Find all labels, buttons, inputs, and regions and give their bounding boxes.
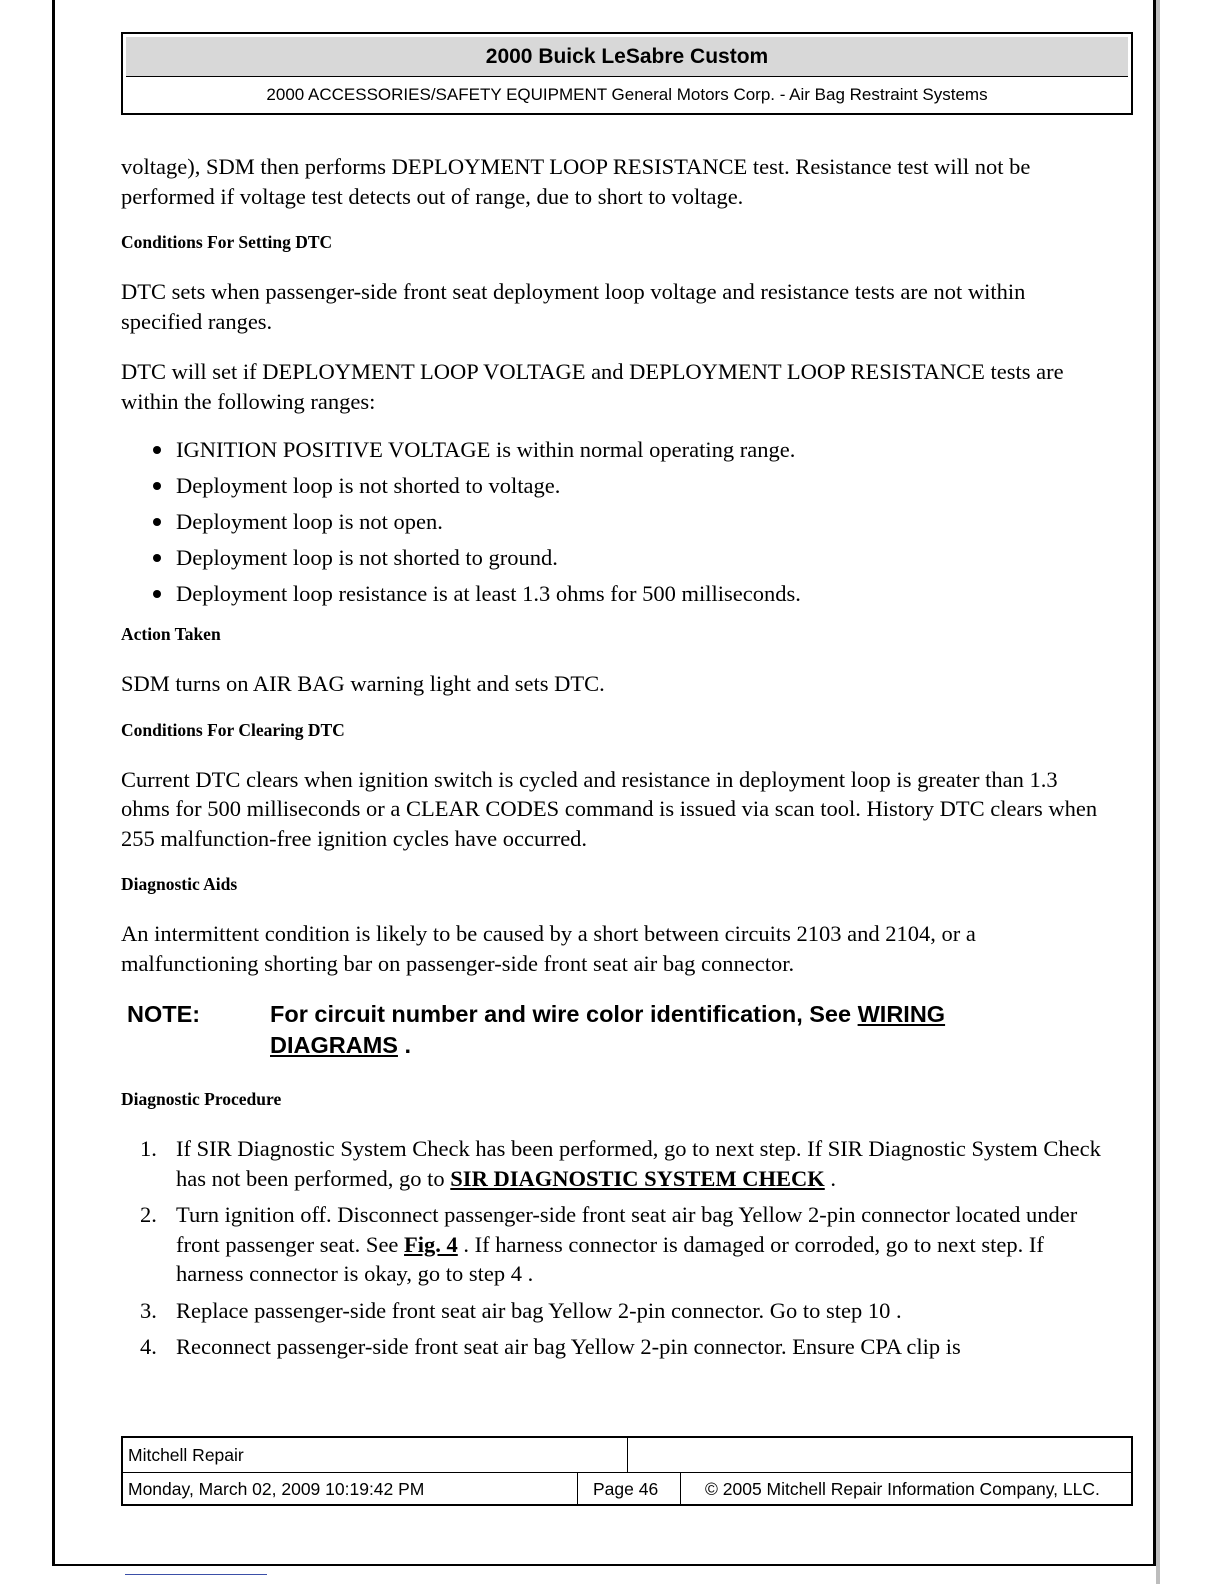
- wiring-diagrams-link[interactable]: WIRING DIAGRAMS: [270, 1001, 946, 1058]
- procedure-step-3: 3. Replace passenger-side front seat air bag Yellow 2-pin connector. Go to step 10 .: [140, 1297, 902, 1323]
- procedure-step-4: 4. Reconnect passenger-side front seat air bag Yellow 2-pin connector. Ensure CPA clip is: [140, 1334, 961, 1359]
- diagnostic-aids-paragraph: An intermittent condition is likely to be caused by a short between circuits 2103 and 2104, or a malfunctioning shorting bar on passenger-side front seat air bag connector.: [121, 921, 976, 976]
- conditions-clearing-paragraph: Current DTC clears when ignition switch is cycled and resistance in deployment loop is greater than 1.3 ohms for 500 milliseconds or a CLEAR CODES command is issued via scan tool. History DTC clears when 255 malfunction-free ignition cycles have occurred.: [121, 766, 1098, 851]
- heading-conditions-clearing: Conditions For Clearing DTC: [121, 719, 345, 740]
- document-footer: [121, 1436, 1133, 1506]
- action-taken-paragraph: SDM turns on AIR BAG warning light and sets DTC.: [121, 671, 605, 696]
- bullet-icon: [153, 482, 161, 490]
- procedure-steps: [121, 1134, 1111, 1362]
- intro-paragraph: voltage), SDM then performs DEPLOYMENT LOOP RESISTANCE test. Resistance test will not be performed if voltage test detects out of range, due to short to voltage.: [121, 154, 1031, 209]
- procedure-step-1: 1. If SIR Diagnostic System Check has been performed, go to next step. If SIR Diagnostic System Check has not been performed, go to SIR DIAGNOSTIC SYSTEM CHECK .: [140, 1136, 1101, 1191]
- list-item: Deployment loop is not shorted to ground.: [121, 543, 1111, 572]
- footer-row-source: [123, 1438, 1131, 1473]
- document-header: [121, 32, 1133, 115]
- conditions-setting-paragraph-1: DTC sets when passenger-side front seat deployment loop voltage and resistance tests are not within specified ranges.: [121, 279, 1026, 334]
- procedure-step-2: 2. Turn ignition off. Disconnect passenger-side front seat air bag Yellow 2-pin connector located under front passenger seat. See Fig. 4 . If harness connector is damaged or corroded, go to next step. If harness connector is okay, go to step 4 .: [140, 1202, 1078, 1286]
- fig-4-link[interactable]: Fig. 4: [404, 1231, 458, 1257]
- heading-diagnostic-procedure: Diagnostic Procedure: [121, 1089, 282, 1109]
- heading-action-taken: Action Taken: [121, 624, 221, 644]
- note-box: [127, 999, 1111, 1061]
- footer-page-number: Page 46: [578, 1473, 681, 1505]
- footer-copyright: © 2005 Mitchell Repair Information Company, LLC.: [705, 1479, 1100, 1499]
- note-text: For circuit number and wire color identification, See WIRING DIAGRAMS .: [270, 1001, 946, 1058]
- section-subtitle: 2000 ACCESSORIES/SAFETY EQUIPMENT General Motors Corp. - Air Bag Restraint Systems: [266, 85, 988, 104]
- vehicle-title: 2000 Buick LeSabre Custom: [126, 37, 1128, 77]
- list-item: Deployment loop is not shorted to voltage.: [121, 471, 1111, 500]
- bottom-link-underline: [125, 1574, 267, 1575]
- bullet-icon: [153, 554, 161, 562]
- footer-date: Monday, March 02, 2009 10:19:42 PM: [123, 1473, 578, 1505]
- list-item: Deployment loop is not open.: [121, 507, 1111, 536]
- heading-diagnostic-aids: Diagnostic Aids: [121, 874, 238, 894]
- heading-conditions-setting: Conditions For Setting DTC: [121, 232, 333, 252]
- footer-row-meta: [123, 1473, 1131, 1505]
- bullet-icon: [153, 446, 161, 454]
- conditions-bullet-list: [121, 435, 1111, 608]
- page-shadow: [1156, 0, 1160, 1584]
- bullet-icon: [153, 518, 161, 526]
- footer-source: Mitchell Repair: [123, 1438, 628, 1472]
- bullet-icon: [153, 590, 161, 598]
- list-item: IGNITION POSITIVE VOLTAGE is within normal operating range.: [121, 435, 1111, 464]
- list-item: Deployment loop resistance is at least 1.3 ohms for 500 milliseconds.: [121, 579, 1111, 608]
- conditions-setting-paragraph-2: DTC will set if DEPLOYMENT LOOP VOLTAGE and DEPLOYMENT LOOP RESISTANCE tests are within the following ranges:: [121, 359, 1064, 414]
- sir-diagnostic-system-check-link[interactable]: SIR DIAGNOSTIC SYSTEM CHECK: [450, 1165, 825, 1191]
- document-body: [121, 152, 1111, 1369]
- note-label: NOTE:: [127, 1001, 201, 1027]
